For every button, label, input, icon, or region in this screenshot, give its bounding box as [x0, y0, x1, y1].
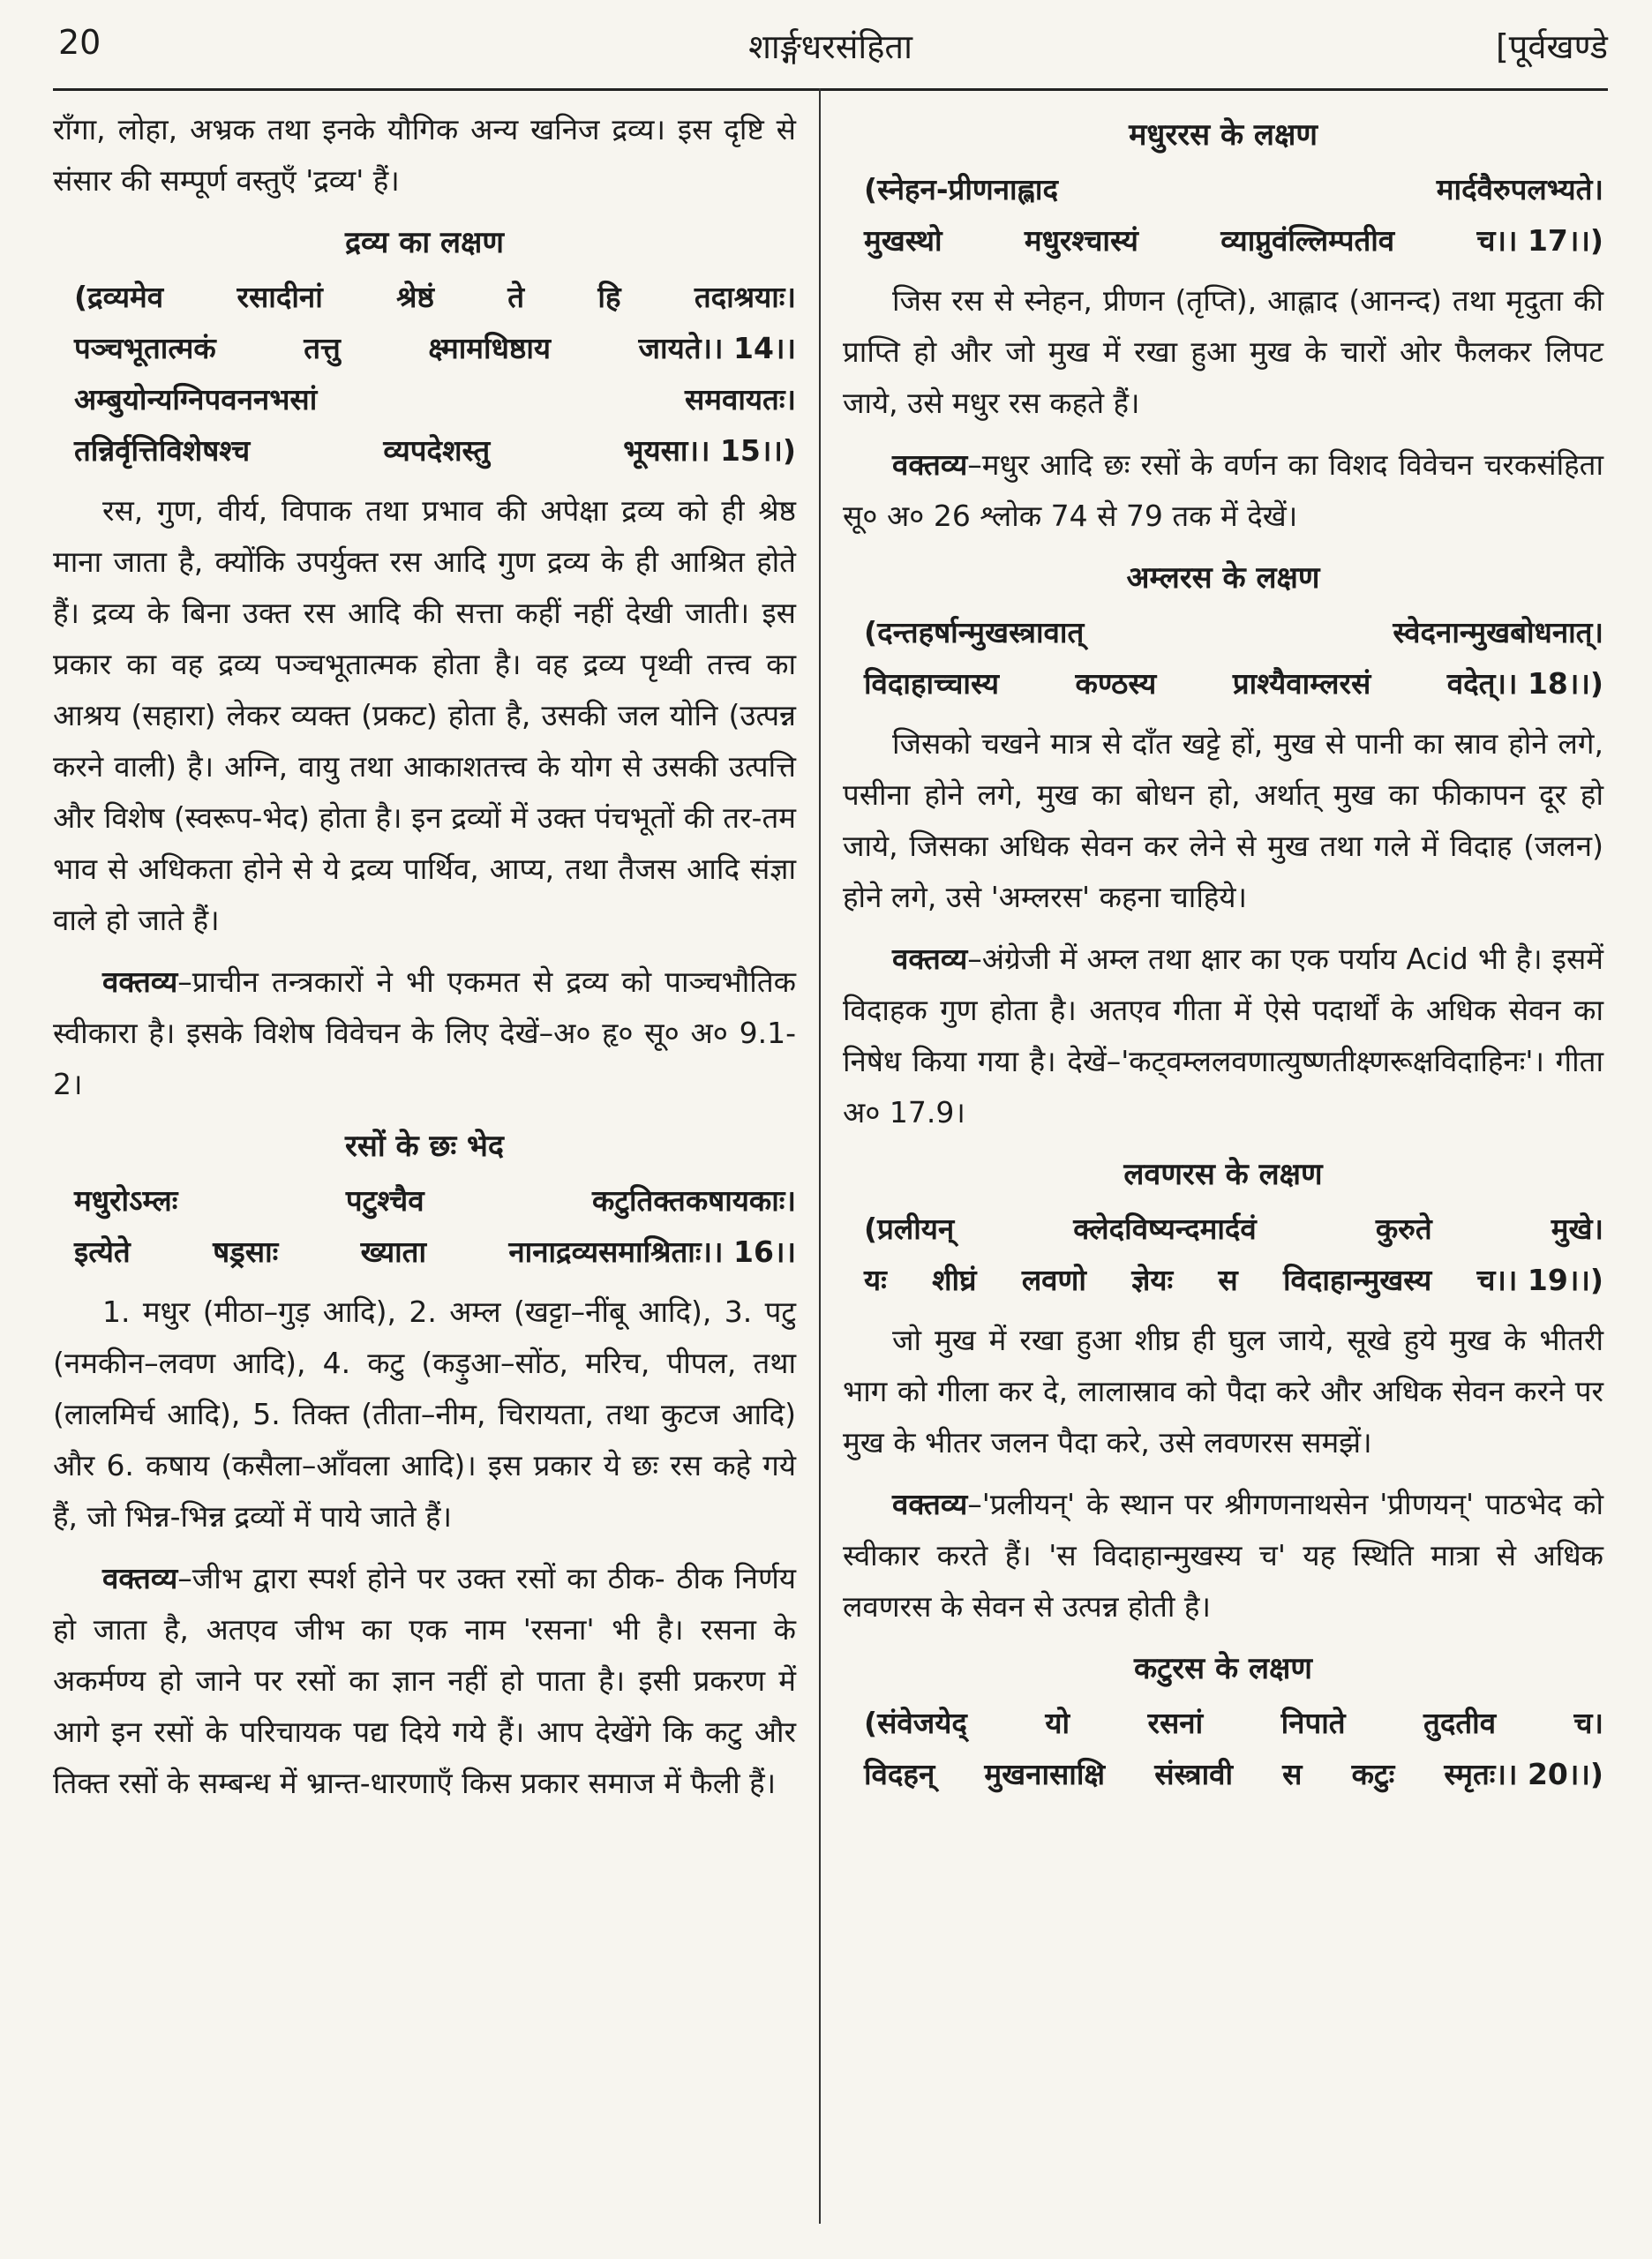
- paragraph: राँगा, लोहा, अभ्रक तथा इनके यौगिक अन्य खनिज द्रव्य। इस दृष्टि से संसार की सम्पूर्ण वस्तुएँ 'द्रव्य' हैं।: [53, 112, 796, 198]
- verse-word: पटुश्चैव: [345, 1183, 424, 1218]
- verse-word: भूयसा।। 15।।): [623, 433, 796, 468]
- page-header: [53, 18, 1608, 91]
- note-paragraph: [843, 934, 1603, 1138]
- verse-word: मार्दवैरुपलभ्यते।: [1436, 172, 1603, 206]
- verse-word: व्यपदेशस्तु: [383, 433, 491, 468]
- verse-word: रसनां: [1147, 1706, 1204, 1740]
- verse-word: रसादीनां: [237, 280, 323, 314]
- verse-word: प्राश्यैवाम्लरसं: [1232, 666, 1371, 701]
- verse-word: मुखस्थो: [864, 223, 942, 258]
- verse-word: क्ष्मामधिष्ठाय: [428, 331, 552, 365]
- verse-word: च।: [1573, 1706, 1603, 1740]
- verse-word: ख्याता: [360, 1235, 426, 1269]
- left-column: [53, 104, 796, 2241]
- verse-line: [74, 1227, 796, 1278]
- note-text: –'प्रलीयन्' के स्थान पर श्रीगणनाथसेन 'प्रीणयन्' पाठभेद को स्वीकार करते हैं। 'स विदाहान्मुखस्य च' यह स्थिति मात्रा से अधिक लवणरस के सेवन से उत्पन्न होती है।: [843, 1487, 1603, 1624]
- verse-word: तुदतीव: [1423, 1706, 1497, 1740]
- verse-word: तदाश्रयाः।: [694, 280, 796, 314]
- note-paragraph: [53, 1553, 796, 1809]
- verse-word: हि: [597, 280, 621, 314]
- note-text: –जीभ द्वारा स्पर्श होने पर उक्त रसों का ठीक- ठीक निर्णय हो जाता है, अतएव जीभ का एक नाम 'रसना' भी है। रसना के अकर्मण्य हो जाने पर रसों का ज्ञान नहीं हो पाता है। इसी प्रकरण में आगे इन रसों के परिचायक पद्य दिये गये हैं। आप देखेंगे कि कटु और तिक्त रसों के सम्बन्ध में भ्रान्त-धारणाएँ किस प्रकार समाज में फैली हैं।: [53, 1561, 796, 1800]
- verse-word: विदाहाच्चास्य: [864, 666, 999, 701]
- verse-line: [74, 323, 796, 374]
- page-number: 20: [58, 23, 101, 62]
- verse-word: विदहन्: [864, 1757, 935, 1791]
- verse-word: मधुरोऽम्लः: [74, 1183, 178, 1218]
- verse-word: (स्नेहन-प्रीणनाह्लाद: [864, 172, 1058, 206]
- verse-word: ते: [507, 280, 525, 314]
- section-heading: कटुरस के लक्षण: [1134, 1651, 1312, 1686]
- verse-word: च।। 17।।): [1476, 223, 1603, 258]
- verse-word: तत्तु: [304, 331, 341, 365]
- verse-block: [843, 1204, 1603, 1306]
- verse-line: [864, 607, 1603, 658]
- verse-word: लवणो: [1021, 1263, 1086, 1297]
- verse-word: (द्रव्यमेव: [74, 280, 164, 314]
- verse-word: श्रेष्ठं: [396, 280, 434, 314]
- verse-word: कुरुते: [1375, 1212, 1432, 1246]
- note-paragraph: [843, 1479, 1603, 1632]
- section-label: [पूर्वखण्डे: [1495, 27, 1608, 66]
- paragraph: जिसको चखने मात्र से दाँत खट्टे हों, मुख से पानी का स्राव होने लगे, पसीना होने लगे, मुख का बोधन हो, अर्थात् मुख का फीकापन दूर हो जाये, जिसका अधिक सेवन कर लेने से मुख तथा गले में विदाह (जलन) होने लगे, उसे 'अम्लरस' कहना चाहिये।: [843, 726, 1603, 914]
- section-heading: रसों के छः भेद: [345, 1129, 504, 1164]
- verse-word: स्मृतः।। 20।।): [1444, 1757, 1603, 1791]
- paragraph: जिस रस से स्नेहन, प्रीणन (तृप्ति), आह्लाद (आनन्द) तथा मृदुता की प्राप्ति हो और जो मुख में रखा हुआ मुख के चारों ओर फैलकर लिपट जाये, उसे मधुर रस कहते हैं।: [843, 283, 1603, 420]
- right-column: [843, 104, 1603, 2241]
- verse-word: संस्त्रावी: [1154, 1757, 1234, 1791]
- book-title: शार्ङ्गधरसंहिता: [748, 27, 912, 66]
- verse-word: क्लेदविष्यन्दमार्दवं: [1073, 1212, 1257, 1246]
- verse-word: कटुः: [1351, 1757, 1395, 1791]
- section-heading: द्रव्य का लक्षण: [344, 225, 504, 260]
- note-term: वक्तव्य: [892, 447, 968, 482]
- section-heading: मधुररस के लक्षण: [1129, 117, 1318, 153]
- verse-word: विदाहान्मुखस्य: [1282, 1263, 1432, 1297]
- verse-word: स्वेदनान्मुखबोधनात्।: [1393, 615, 1603, 649]
- verse-line: [864, 215, 1603, 266]
- verse-word: वदेत्।। 18।।): [1446, 666, 1603, 701]
- verse-word: कण्ठस्य: [1075, 666, 1157, 701]
- verse-word: यो: [1045, 1706, 1070, 1740]
- note-term: वक्तव्य: [102, 1561, 178, 1595]
- verse-line: [864, 1204, 1603, 1255]
- verse-line: [74, 272, 796, 323]
- verse-word: जायते।। 14।।: [638, 331, 796, 365]
- verse-block: [843, 607, 1603, 709]
- verse-word: व्याप्नुवंल्लिम्पतीव: [1220, 223, 1395, 258]
- note-text: –प्राचीन तन्त्रकारों ने भी एकमत से द्रव्य को पाञ्चभौतिक स्वीकारा है। इसके विशेष विवेचन के लिए देखें–अ० हृ० सू० अ० 9.1-2।: [53, 964, 796, 1101]
- verse-block: [53, 272, 796, 477]
- verse-block: [53, 1175, 796, 1278]
- verse-block: [843, 164, 1603, 266]
- verse-line: [864, 658, 1603, 709]
- note-term: वक्तव्य: [892, 942, 968, 976]
- paragraph: जो मुख में रखा हुआ शीघ्र ही घुल जाये, सूखे हुये मुख के भीतरी भाग को गीला कर दे, लालास्राव को पैदा करे और अधिक सेवन करने पर मुख के भीतर जलन पैदा करे, उसे लवणरस समझें।: [843, 1323, 1603, 1460]
- verse-word: स: [1282, 1757, 1303, 1791]
- verse-word: अम्बुयोन्यग्निपवननभसां: [74, 382, 318, 417]
- verse-word: तन्निर्वृत्तिविशेषश्च: [74, 433, 251, 468]
- verse-word: (संवेजयेद्: [864, 1706, 967, 1740]
- verse-word: स: [1218, 1263, 1238, 1297]
- verse-word: यः: [864, 1263, 887, 1297]
- verse-line: [74, 1175, 796, 1227]
- verse-word: मधुरश्चास्यं: [1024, 223, 1138, 258]
- verse-word: च।। 19।।): [1476, 1263, 1603, 1297]
- paragraph: 1. मधुर (मीठा–गुड़ आदि), 2. अम्ल (खट्टा–नींबू आदि), 3. पटु (नमकीन–लवण आदि), 4. कटु (कड़ुआ–सोंठ, मरिच, पीपल, तथा (लालमिर्च आदि), 5. तिक्त (तीता–नीम, चिरायता, तथा कुटज आदि) और 6. कषाय (कसैला–आँवला आदि)। इस प्रकार ये छः रस कहे गये हैं, जो भिन्न-भिन्न द्रव्यों में पाये जाते हैं।: [53, 1295, 796, 1534]
- verse-word: समवायतः।: [684, 382, 796, 417]
- verse-line: [864, 1255, 1603, 1306]
- verse-word: इत्येते: [74, 1235, 131, 1269]
- verse-block: [843, 1698, 1603, 1800]
- note-text: –मधुर आदि छः रसों के वर्णन का विशद विवेचन चरकसंहिता सू० अ० 26 श्लोक 74 से 79 तक में देखें।: [843, 447, 1603, 533]
- note-term: वक्तव्य: [892, 1487, 968, 1521]
- verse-word: कटुतिक्तकषायकाः।: [591, 1183, 796, 1218]
- paragraph: रस, गुण, वीर्य, विपाक तथा प्रभाव की अपेक्षा द्रव्य को ही श्रेष्ठ माना जाता है, क्योंकि उपर्युक्त रस आदि गुण द्रव्य के ही आश्रित होते हैं। द्रव्य के बिना उक्त रस आदि की सत्ता कहीं नहीं देखी जाती। इस प्रकार का वह द्रव्य पञ्चभूतात्मक होता है। वह द्रव्य पृथ्वी तत्त्व का आश्रय (सहारा) लेकर व्यक्त (प्रकट) होता है, उसकी जल योनि (उत्पन्न करने वाली) है। अग्नि, वायु तथा आकाशतत्त्व के योग से उसकी उत्पत्ति और विशेष (स्वरूप-भेद) होता है। इन द्रव्यों में उक्त पंचभूतों की तर-तम भाव से अधिकता होने से ये द्रव्य पार्थिव, आप्य, तथा तैजस आदि संज्ञा वाले हो जाते हैं।: [53, 493, 796, 937]
- section-heading: लवणरस के लक्षण: [1123, 1157, 1323, 1192]
- verse-line: [864, 1698, 1603, 1749]
- note-text: –अंग्रेजी में अम्ल तथा क्षार का एक पर्याय Acid भी है। इसमें विदाहक गुण होता है। अतएव गीता में ऐसे पदार्थों के अधिक सेवन का निषेध किया गया है। देखें–'कट्वम्ललवणात्युष्णतीक्ष्णरूक्षविदाहिनः'। गीता अ० 17.9।: [843, 942, 1603, 1130]
- section-heading: अम्लरस के लक्षण: [1126, 560, 1320, 596]
- verse-word: शीघ्रं: [932, 1263, 977, 1297]
- verse-word: नानाद्रव्यसमाश्रिताः।। 16।।: [508, 1235, 796, 1269]
- verse-word: पञ्चभूतात्मकं: [74, 331, 216, 365]
- note-paragraph: [843, 439, 1603, 542]
- verse-word: ज्ञेयः: [1131, 1263, 1174, 1297]
- verse-word: (प्रलीयन्: [864, 1212, 955, 1246]
- verse-line: [74, 374, 796, 425]
- verse-word: षड्रसाः: [213, 1235, 279, 1269]
- verse-line: [864, 1749, 1603, 1800]
- verse-line: [864, 164, 1603, 215]
- note-term: वक्तव्य: [102, 964, 178, 999]
- verse-word: (दन्तहर्षान्मुखस्त्रावात्: [864, 615, 1085, 649]
- verse-word: निपाते: [1280, 1706, 1346, 1740]
- note-paragraph: [53, 957, 796, 1110]
- column-divider: [819, 88, 821, 2224]
- verse-word: मुखनासाक्षि: [984, 1757, 1106, 1791]
- verse-word: मुखे।: [1551, 1212, 1603, 1246]
- verse-line: [74, 425, 796, 477]
